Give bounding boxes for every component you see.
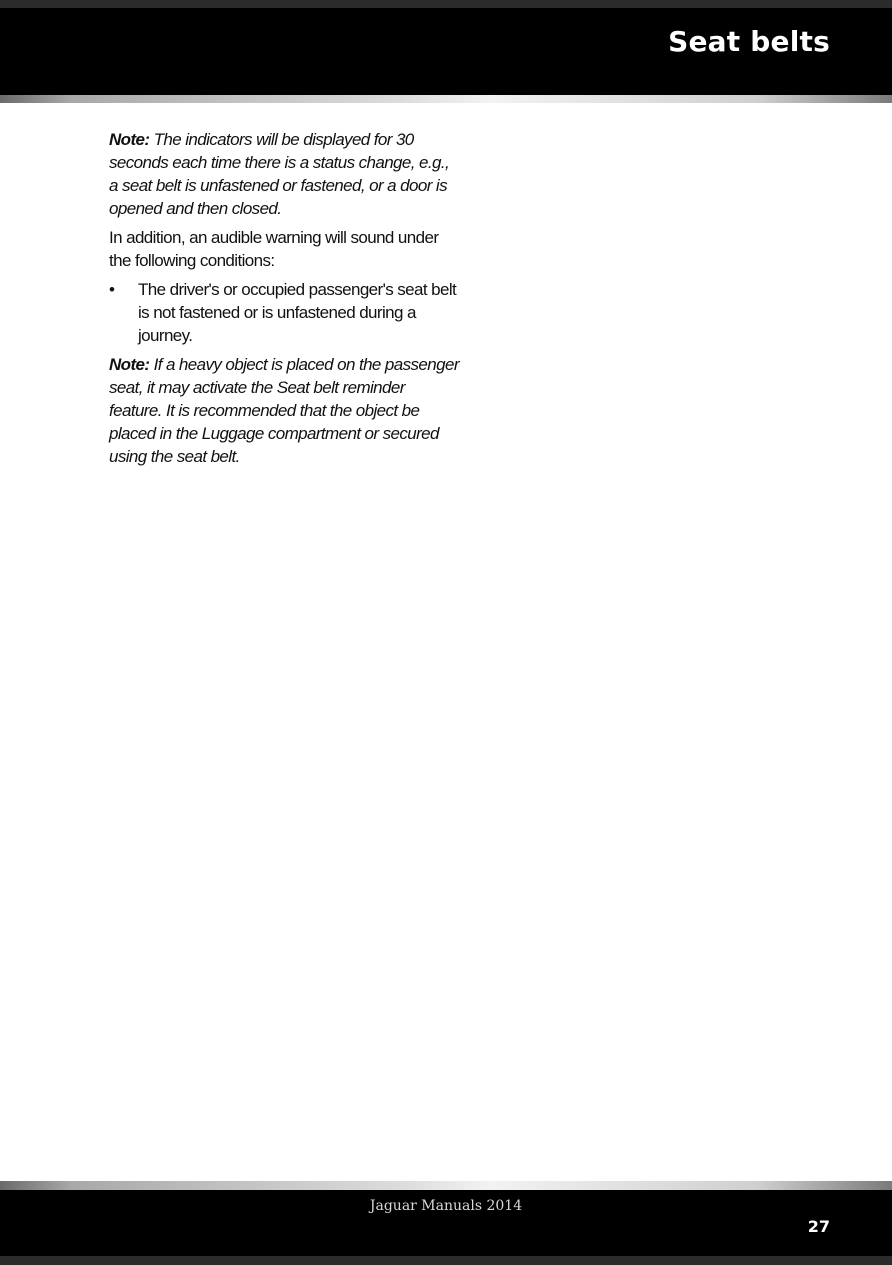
main-content — [109, 128, 461, 474]
footer-divider — [0, 1181, 892, 1190]
header-bar — [0, 8, 892, 95]
bullet-icon: • — [109, 280, 115, 299]
note-text: If a heavy object is placed on the passenger seat, it may activate the Seat belt reminder feature. It is recommended that the object be placed in the Luggage compartment or secured using the seat belt. — [109, 355, 459, 466]
header-divider — [0, 95, 892, 103]
audible-warning-paragraph: In addition, an audible warning will sound under the following conditions: — [109, 228, 439, 270]
note-indicators — [109, 128, 461, 220]
note-label: Note: — [109, 355, 150, 374]
page-number: 27 — [807, 1217, 830, 1236]
note-heavy-object — [109, 353, 461, 468]
note-text: The indicators will be displayed for 30 seconds each time there is a status change, e.g., a seat belt is unfastened or fastened, or a door is opened and then closed. — [109, 130, 450, 218]
note-label: Note: — [109, 130, 150, 149]
top-strip — [0, 0, 892, 8]
list-item — [109, 278, 461, 347]
warning-conditions-list — [109, 278, 461, 347]
footer-source: Jaguar Manuals 2014 — [369, 1198, 523, 1214]
page-title: Seat belts — [668, 25, 830, 58]
list-item-text: The driver's or occupied passenger's seat belt is not fastened or is unfastened during a journey. — [138, 280, 457, 345]
footer-bar — [0, 1190, 892, 1256]
bottom-strip — [0, 1256, 892, 1265]
